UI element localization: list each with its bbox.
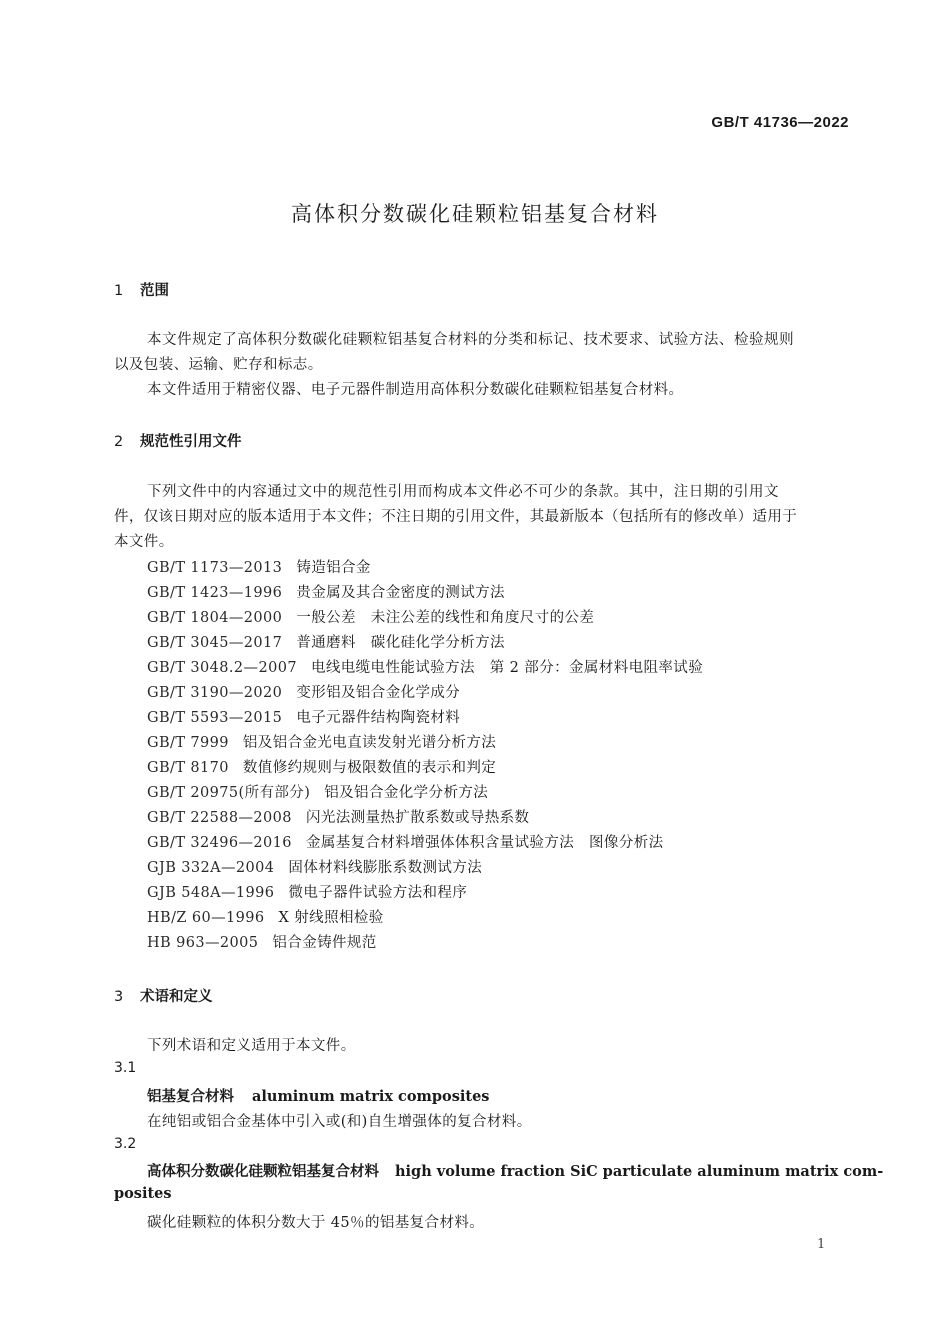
section-1-heading [114,279,169,300]
refs-intro-line-3: 本文件。 [114,534,174,550]
reference-code: GB/T 22588—2008 [147,810,292,826]
reference-code: GB/T 3045—2017 [147,635,283,651]
reference-item [147,756,496,777]
reference-title: 贵金属及其合金密度的测试方法 [296,585,505,601]
term-english: aluminum matrix composites [252,1088,490,1105]
standard-code: GB/T 41736—2022 [711,114,849,131]
section-number: 3 [114,989,124,1005]
term-english: high volume fraction SiC particulate aluminum matrix com- [395,1163,884,1180]
reference-code: GJB 548A—1996 [147,885,275,901]
reference-code: GB/T 32496—2016 [147,835,292,851]
reference-title: 普通磨料 碳化硅化学分析方法 [296,635,505,651]
reference-title: X 射线照相检验 [278,910,384,926]
reference-item [147,681,460,702]
reference-item [147,931,377,952]
refs-intro-line-2: 件，仅该日期对应的版本适用于本文件；不注日期的引用文件，其最新版本（包括所有的修改单）适用于 [114,509,798,525]
reference-title: 电子元器件结构陶瓷材料 [296,710,461,726]
reference-item [147,906,384,927]
reference-code: GJB 332A—2004 [147,860,275,876]
section-number: 2 [114,434,124,450]
section-number: 1 [114,283,124,299]
reference-code: GB/T 1423—1996 [147,585,283,601]
scope-paragraph-line-1: 本文件规定了高体积分数碳化硅颗粒铝基复合材料的分类和标记、技术要求、试验方法、检验规则 [147,332,795,348]
term-chinese: 高体积分数碳化硅颗粒铝基复合材料 [147,1164,379,1180]
reference-code: GB/T 7999 [147,735,229,751]
reference-title: 变形铝及铝合金化学成分 [296,685,461,701]
reference-code: GB/T 20975(所有部分) [147,785,311,801]
reference-title: 金属基复合材料增强体体积含量试验方法 图像分析法 [305,835,664,851]
document-title: 高体积分数碳化硅颗粒铝基复合材料 [291,202,659,226]
term-number: 3.2 [114,1136,137,1152]
reference-code: GB/T 1173—2013 [147,560,283,576]
reference-title: 一般公差 未注公差的线性和角度尺寸的公差 [296,610,595,626]
reference-item [147,831,664,852]
reference-item [147,656,703,677]
reference-title: 铸造铝合金 [296,560,371,576]
section-title: 范围 [140,283,169,299]
reference-item [147,856,482,877]
reference-item [147,631,505,652]
term-definition: 在纯铝或铝合金基体中引入或(和)自生增强体的复合材料。 [147,1114,532,1130]
term-chinese: 铝基复合材料 [147,1089,234,1105]
section-title: 术语和定义 [140,989,213,1005]
reference-code: GB/T 1804—2000 [147,610,283,626]
section-title: 规范性引用文件 [140,434,242,450]
reference-item [147,581,505,602]
reference-item [147,881,467,902]
refs-intro-line-1: 下列文件中的内容通过文中的规范性引用而构成本文件必不可少的条款。其中，注日期的引用文 [147,484,780,500]
reference-code: GB/T 5593—2015 [147,710,283,726]
reference-title: 铝及铝合金化学分析方法 [324,785,489,801]
scope-paragraph-line-2: 以及包装、运输、贮存和标志。 [114,357,323,373]
reference-title: 数值修约规则与极限数值的表示和判定 [242,760,497,776]
reference-title: 铝及铝合金光电直读发射光谱分析方法 [242,735,497,751]
term-english-continued: posites [114,1185,172,1202]
reference-title: 铝合金铸件规范 [272,935,377,951]
reference-code: HB/Z 60—1996 [147,910,265,926]
reference-code: HB 963—2005 [147,935,259,951]
reference-title: 闪光法测量热扩散系数或导热系数 [305,810,530,826]
reference-item [147,781,488,802]
section-3-heading [114,985,213,1006]
page-number: 1 [817,1237,826,1252]
reference-title: 固体材料线膨胀系数测试方法 [288,860,483,876]
terms-intro: 下列术语和定义适用于本文件。 [147,1038,356,1054]
term-entry [147,1160,883,1181]
reference-title: 微电子器件试验方法和程序 [288,885,468,901]
reference-item [147,556,371,577]
reference-item [147,731,496,752]
reference-item [147,606,594,627]
scope-paragraph-2: 本文件适用于精密仪器、电子元器件制造用高体积分数碳化硅颗粒铝基复合材料。 [147,382,684,398]
term-number: 3.1 [114,1060,137,1076]
reference-item [147,806,529,827]
reference-code: GB/T 3048.2—2007 [147,660,297,676]
reference-code: GB/T 8170 [147,760,229,776]
reference-code: GB/T 3190—2020 [147,685,283,701]
reference-item [147,706,460,727]
term-definition: 碳化硅颗粒的体积分数大于 45％的铝基复合材料。 [147,1215,485,1231]
term-entry [147,1085,489,1106]
section-2-heading [114,430,242,451]
reference-title: 电线电缆电性能试验方法 第 2 部分：金属材料电阻率试验 [310,660,704,676]
